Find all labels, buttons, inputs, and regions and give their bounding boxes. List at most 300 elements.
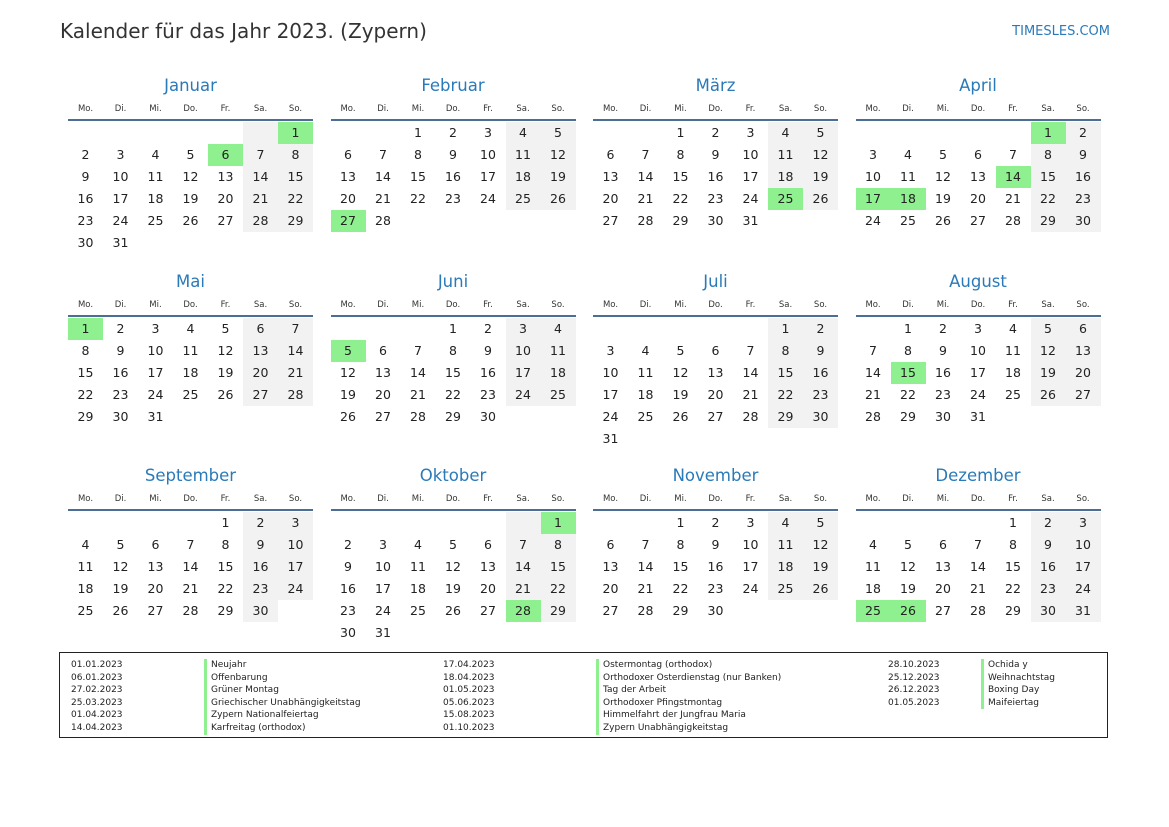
day-cell[interactable]: 10	[147, 343, 164, 358]
day-cell[interactable]: 12	[1031, 340, 1066, 362]
day-cell[interactable]: 5	[186, 147, 195, 162]
day-cell[interactable]: 17	[602, 387, 619, 402]
day-cell[interactable]: 18	[865, 581, 881, 596]
day-cell[interactable]: 7	[641, 147, 650, 162]
day-cell[interactable]: 10	[112, 169, 129, 184]
day-cell[interactable]: 12	[112, 559, 129, 574]
day-cell[interactable]: 5	[221, 321, 230, 336]
brand-link[interactable]: TIMESLES.COM	[1012, 24, 1110, 39]
day-cell[interactable]: 19	[803, 166, 838, 188]
day-cell[interactable]: 23	[340, 603, 356, 618]
day-cell[interactable]: 30	[1031, 600, 1066, 622]
day-cell[interactable]: 6	[606, 147, 615, 162]
day-cell[interactable]: 26	[217, 387, 234, 402]
day-cell[interactable]: 17	[278, 556, 313, 578]
day-cell[interactable]: 13	[375, 365, 391, 380]
day-cell[interactable]: 16	[707, 559, 724, 574]
day-cell[interactable]: 28	[637, 213, 654, 228]
day-cell[interactable]: 16	[1031, 556, 1066, 578]
day-cell[interactable]: 26	[541, 188, 576, 210]
day-cell[interactable]: 22	[672, 581, 689, 596]
day-cell[interactable]: 21	[182, 581, 199, 596]
day-cell[interactable]: 8	[449, 343, 457, 358]
day-cell[interactable]: 7	[414, 343, 422, 358]
day-cell[interactable]: 2	[344, 537, 352, 552]
day-cell[interactable]: 21	[410, 387, 426, 402]
day-cell[interactable]: 10	[742, 147, 759, 162]
day-cell[interactable]: 3	[606, 343, 615, 358]
day-cell[interactable]: 9	[1031, 534, 1066, 556]
day-cell[interactable]: 5	[449, 537, 457, 552]
day-cell[interactable]: 15	[1031, 166, 1066, 188]
day-cell[interactable]: 10	[865, 169, 881, 184]
day-cell[interactable]: 21	[243, 188, 278, 210]
day-cell[interactable]: 4	[414, 537, 422, 552]
day-cell[interactable]: 4	[506, 122, 541, 144]
day-cell[interactable]: 21	[970, 581, 986, 596]
day-cell[interactable]: 30	[935, 409, 951, 424]
day-cell[interactable]: 20	[1066, 362, 1101, 384]
day-cell[interactable]: 11	[506, 144, 541, 166]
day-cell[interactable]: 7	[379, 147, 387, 162]
day-cell[interactable]: 29	[672, 603, 689, 618]
day-cell[interactable]: 26	[182, 213, 199, 228]
day-cell[interactable]: 18	[506, 166, 541, 188]
day-cell[interactable]: 1	[1009, 515, 1017, 530]
day-cell[interactable]: 13	[480, 559, 496, 574]
day-cell[interactable]: 20	[147, 581, 164, 596]
day-cell[interactable]: 20	[707, 387, 724, 402]
day-cell[interactable]: 31	[602, 431, 619, 446]
day-cell[interactable]: 29	[1005, 603, 1021, 618]
day-cell[interactable]: 13	[1066, 340, 1101, 362]
day-cell[interactable]: 8	[904, 343, 912, 358]
day-cell[interactable]: 6	[344, 147, 352, 162]
day-cell[interactable]: 2	[449, 125, 457, 140]
day-cell[interactable]: 4	[151, 147, 160, 162]
day-cell[interactable]: 24	[278, 578, 313, 600]
day-cell[interactable]: 17	[742, 169, 759, 184]
day-cell[interactable]: 24	[742, 581, 759, 596]
day-cell[interactable]: 9	[449, 147, 457, 162]
day-cell[interactable]: 24	[480, 191, 496, 206]
day-cell[interactable]: 27	[707, 409, 724, 424]
day-cell[interactable]: 22	[1005, 581, 1021, 596]
day-cell[interactable]: 5	[803, 122, 838, 144]
day-cell[interactable]: 9	[711, 147, 720, 162]
day-cell[interactable]: 6	[1066, 318, 1101, 340]
day-cell[interactable]: 7	[1009, 147, 1017, 162]
day-cell[interactable]: 21	[278, 362, 313, 384]
day-cell[interactable]: 3	[506, 318, 541, 340]
day-cell[interactable]: 31	[742, 213, 759, 228]
day-cell[interactable]: 12	[217, 343, 234, 358]
day-cell[interactable]: 11	[768, 534, 803, 556]
day-cell[interactable]: 26	[340, 409, 356, 424]
day-cell[interactable]: 15	[217, 559, 234, 574]
day-cell[interactable]: 15	[410, 169, 426, 184]
day-cell[interactable]: 16	[340, 581, 356, 596]
day-cell[interactable]: 27	[375, 409, 391, 424]
day-cell[interactable]: 16	[1066, 166, 1101, 188]
day-cell[interactable]: 1	[449, 321, 457, 336]
day-cell[interactable]: 31	[112, 235, 129, 250]
day-cell[interactable]: 22	[278, 188, 313, 210]
day-cell[interactable]: 5	[803, 512, 838, 534]
day-cell[interactable]: 22	[900, 387, 916, 402]
day-cell[interactable]: 1	[676, 515, 685, 530]
day-cell[interactable]: 1	[768, 318, 803, 340]
day-cell[interactable]: 6	[208, 144, 243, 166]
day-cell[interactable]: 10	[480, 147, 496, 162]
day-cell[interactable]: 2	[1031, 512, 1066, 534]
day-cell[interactable]: 27	[935, 603, 951, 618]
day-cell[interactable]: 29	[445, 409, 461, 424]
day-cell[interactable]: 27	[147, 603, 164, 618]
day-cell[interactable]: 27	[602, 603, 619, 618]
day-cell[interactable]: 11	[865, 559, 881, 574]
day-cell[interactable]: 14	[506, 556, 541, 578]
day-cell[interactable]: 17	[112, 191, 129, 206]
day-cell[interactable]: 7	[974, 537, 982, 552]
day-cell[interactable]: 16	[707, 169, 724, 184]
day-cell[interactable]: 25	[768, 578, 803, 600]
day-cell[interactable]: 13	[243, 340, 278, 362]
day-cell[interactable]: 18	[541, 362, 576, 384]
day-cell[interactable]: 8	[1031, 144, 1066, 166]
day-cell[interactable]: 28	[182, 603, 199, 618]
day-cell[interactable]: 18	[768, 166, 803, 188]
day-cell[interactable]: 10	[602, 365, 619, 380]
day-cell[interactable]: 16	[935, 365, 951, 380]
day-cell[interactable]: 31	[970, 409, 986, 424]
day-cell[interactable]: 28	[1005, 213, 1021, 228]
day-cell[interactable]: 29	[768, 406, 803, 428]
day-cell[interactable]: 9	[803, 340, 838, 362]
day-cell[interactable]: 15	[672, 169, 689, 184]
day-cell[interactable]: 13	[935, 559, 951, 574]
day-cell[interactable]: 2	[711, 515, 720, 530]
day-cell[interactable]: 25	[856, 600, 891, 622]
day-cell[interactable]: 14	[865, 365, 881, 380]
day-cell[interactable]: 8	[221, 537, 230, 552]
day-cell[interactable]: 27	[243, 384, 278, 406]
day-cell[interactable]: 20	[243, 362, 278, 384]
day-cell[interactable]: 16	[77, 191, 94, 206]
day-cell[interactable]: 7	[746, 343, 755, 358]
day-cell[interactable]: 1	[68, 318, 103, 340]
day-cell[interactable]: 23	[1066, 188, 1101, 210]
day-cell[interactable]: 19	[182, 191, 199, 206]
day-cell[interactable]: 14	[182, 559, 199, 574]
day-cell[interactable]: 21	[375, 191, 391, 206]
day-cell[interactable]: 3	[484, 125, 492, 140]
day-cell[interactable]: 1	[278, 122, 313, 144]
day-cell[interactable]: 6	[711, 343, 720, 358]
day-cell[interactable]: 24	[147, 387, 164, 402]
day-cell[interactable]: 12	[340, 365, 356, 380]
day-cell[interactable]: 28	[742, 409, 759, 424]
day-cell[interactable]: 17	[480, 169, 496, 184]
day-cell[interactable]: 26	[891, 600, 926, 622]
day-cell[interactable]: 7	[278, 318, 313, 340]
day-cell[interactable]: 4	[768, 512, 803, 534]
day-cell[interactable]: 13	[602, 559, 619, 574]
day-cell[interactable]: 25	[541, 384, 576, 406]
day-cell[interactable]: 23	[445, 191, 461, 206]
day-cell[interactable]: 8	[676, 147, 685, 162]
day-cell[interactable]: 25	[182, 387, 199, 402]
day-cell[interactable]: 24	[112, 213, 129, 228]
day-cell[interactable]: 22	[410, 191, 426, 206]
day-cell[interactable]: 1	[676, 125, 685, 140]
day-cell[interactable]: 2	[939, 321, 947, 336]
day-cell[interactable]: 29	[1031, 210, 1066, 232]
day-cell[interactable]: 19	[672, 387, 689, 402]
day-cell[interactable]: 3	[746, 515, 755, 530]
day-cell[interactable]: 19	[1031, 362, 1066, 384]
day-cell[interactable]: 8	[541, 534, 576, 556]
day-cell[interactable]: 16	[445, 169, 461, 184]
day-cell[interactable]: 29	[900, 409, 916, 424]
day-cell[interactable]: 12	[803, 534, 838, 556]
day-cell[interactable]: 1	[904, 321, 912, 336]
day-cell[interactable]: 3	[974, 321, 982, 336]
day-cell[interactable]: 20	[602, 191, 619, 206]
day-cell[interactable]: 15	[278, 166, 313, 188]
day-cell[interactable]: 30	[707, 603, 724, 618]
day-cell[interactable]: 2	[243, 512, 278, 534]
day-cell[interactable]: 11	[1005, 343, 1021, 358]
day-cell[interactable]: 11	[637, 365, 654, 380]
day-cell[interactable]: 21	[506, 578, 541, 600]
day-cell[interactable]: 10	[506, 340, 541, 362]
day-cell[interactable]: 12	[803, 144, 838, 166]
day-cell[interactable]: 28	[637, 603, 654, 618]
day-cell[interactable]: 4	[904, 147, 912, 162]
day-cell[interactable]: 13	[970, 169, 986, 184]
day-cell[interactable]: 23	[1031, 578, 1066, 600]
day-cell[interactable]: 17	[856, 188, 891, 210]
day-cell[interactable]: 5	[1031, 318, 1066, 340]
day-cell[interactable]: 23	[803, 384, 838, 406]
day-cell[interactable]: 1	[221, 515, 230, 530]
day-cell[interactable]: 10	[375, 559, 391, 574]
day-cell[interactable]: 5	[904, 537, 912, 552]
day-cell[interactable]: 25	[506, 188, 541, 210]
day-cell[interactable]: 27	[480, 603, 496, 618]
day-cell[interactable]: 6	[243, 318, 278, 340]
day-cell[interactable]: 29	[672, 213, 689, 228]
day-cell[interactable]: 27	[970, 213, 986, 228]
day-cell[interactable]: 7	[641, 537, 650, 552]
day-cell[interactable]: 29	[77, 409, 94, 424]
day-cell[interactable]: 1	[414, 125, 422, 140]
day-cell[interactable]: 4	[186, 321, 195, 336]
day-cell[interactable]: 19	[217, 365, 234, 380]
day-cell[interactable]: 19	[445, 581, 461, 596]
day-cell[interactable]: 8	[1009, 537, 1017, 552]
day-cell[interactable]: 14	[637, 559, 654, 574]
day-cell[interactable]: 28	[278, 384, 313, 406]
day-cell[interactable]: 4	[81, 537, 90, 552]
day-cell[interactable]: 12	[672, 365, 689, 380]
day-cell[interactable]: 30	[243, 600, 278, 622]
day-cell[interactable]: 26	[935, 213, 951, 228]
day-cell[interactable]: 18	[147, 191, 164, 206]
day-cell[interactable]: 5	[939, 147, 947, 162]
day-cell[interactable]: 24	[506, 384, 541, 406]
day-cell[interactable]: 25	[1005, 387, 1021, 402]
day-cell[interactable]: 23	[112, 387, 129, 402]
day-cell[interactable]: 8	[81, 343, 90, 358]
day-cell[interactable]: 9	[81, 169, 90, 184]
day-cell[interactable]: 9	[243, 534, 278, 556]
day-cell[interactable]: 30	[112, 409, 129, 424]
day-cell[interactable]: 14	[996, 166, 1031, 188]
day-cell[interactable]: 28	[375, 213, 391, 228]
day-cell[interactable]: 30	[1066, 210, 1101, 232]
day-cell[interactable]: 5	[541, 122, 576, 144]
day-cell[interactable]: 22	[541, 578, 576, 600]
day-cell[interactable]: 18	[410, 581, 426, 596]
day-cell[interactable]: 14	[278, 340, 313, 362]
day-cell[interactable]: 20	[375, 387, 391, 402]
day-cell[interactable]: 12	[445, 559, 461, 574]
day-cell[interactable]: 24	[865, 213, 881, 228]
day-cell[interactable]: 10	[1066, 534, 1101, 556]
day-cell[interactable]: 16	[243, 556, 278, 578]
day-cell[interactable]: 25	[768, 188, 803, 210]
day-cell[interactable]: 14	[243, 166, 278, 188]
day-cell[interactable]: 16	[112, 365, 129, 380]
day-cell[interactable]: 11	[541, 340, 576, 362]
day-cell[interactable]: 13	[602, 169, 619, 184]
day-cell[interactable]: 20	[935, 581, 951, 596]
day-cell[interactable]: 20	[480, 581, 496, 596]
day-cell[interactable]: 5	[676, 343, 685, 358]
day-cell[interactable]: 25	[900, 213, 916, 228]
day-cell[interactable]: 12	[182, 169, 199, 184]
day-cell[interactable]: 23	[707, 581, 724, 596]
day-cell[interactable]: 18	[768, 556, 803, 578]
day-cell[interactable]: 18	[637, 387, 654, 402]
day-cell[interactable]: 1	[541, 512, 576, 534]
day-cell[interactable]: 19	[340, 387, 356, 402]
day-cell[interactable]: 21	[742, 387, 759, 402]
day-cell[interactable]: 19	[803, 556, 838, 578]
day-cell[interactable]: 4	[768, 122, 803, 144]
day-cell[interactable]: 4	[541, 318, 576, 340]
day-cell[interactable]: 4	[641, 343, 650, 358]
day-cell[interactable]: 22	[217, 581, 234, 596]
day-cell[interactable]: 13	[147, 559, 164, 574]
day-cell[interactable]: 11	[900, 169, 916, 184]
day-cell[interactable]: 21	[865, 387, 881, 402]
day-cell[interactable]: 27	[331, 210, 366, 232]
day-cell[interactable]: 12	[900, 559, 916, 574]
day-cell[interactable]: 7	[869, 343, 877, 358]
day-cell[interactable]: 3	[869, 147, 877, 162]
day-cell[interactable]: 25	[410, 603, 426, 618]
day-cell[interactable]: 31	[375, 625, 391, 640]
day-cell[interactable]: 23	[480, 387, 496, 402]
day-cell[interactable]: 26	[112, 603, 129, 618]
day-cell[interactable]: 17	[506, 362, 541, 384]
day-cell[interactable]: 2	[1066, 122, 1101, 144]
day-cell[interactable]: 18	[77, 581, 94, 596]
day-cell[interactable]: 22	[445, 387, 461, 402]
day-cell[interactable]: 12	[541, 144, 576, 166]
day-cell[interactable]: 31	[1066, 600, 1101, 622]
day-cell[interactable]: 2	[81, 147, 90, 162]
day-cell[interactable]: 28	[970, 603, 986, 618]
day-cell[interactable]: 7	[506, 534, 541, 556]
day-cell[interactable]: 21	[1005, 191, 1021, 206]
day-cell[interactable]: 24	[1066, 578, 1101, 600]
day-cell[interactable]: 9	[939, 343, 947, 358]
day-cell[interactable]: 15	[672, 559, 689, 574]
day-cell[interactable]: 25	[637, 409, 654, 424]
day-cell[interactable]: 2	[803, 318, 838, 340]
day-cell[interactable]: 21	[637, 581, 654, 596]
day-cell[interactable]: 29	[278, 210, 313, 232]
day-cell[interactable]: 1	[1031, 122, 1066, 144]
day-cell[interactable]: 23	[935, 387, 951, 402]
day-cell[interactable]: 19	[541, 166, 576, 188]
day-cell[interactable]: 20	[340, 191, 356, 206]
day-cell[interactable]: 21	[637, 191, 654, 206]
day-cell[interactable]: 12	[935, 169, 951, 184]
day-cell[interactable]: 22	[768, 384, 803, 406]
day-cell[interactable]: 9	[484, 343, 492, 358]
day-cell[interactable]: 31	[147, 409, 164, 424]
day-cell[interactable]: 25	[147, 213, 164, 228]
day-cell[interactable]: 24	[970, 387, 986, 402]
day-cell[interactable]: 3	[116, 147, 125, 162]
day-cell[interactable]: 17	[147, 365, 164, 380]
day-cell[interactable]: 28	[865, 409, 881, 424]
day-cell[interactable]: 28	[243, 210, 278, 232]
day-cell[interactable]: 16	[803, 362, 838, 384]
day-cell[interactable]: 6	[151, 537, 160, 552]
day-cell[interactable]: 3	[278, 512, 313, 534]
day-cell[interactable]: 26	[672, 409, 689, 424]
day-cell[interactable]: 10	[742, 537, 759, 552]
day-cell[interactable]: 26	[445, 603, 461, 618]
day-cell[interactable]: 15	[1005, 559, 1021, 574]
day-cell[interactable]: 22	[77, 387, 94, 402]
day-cell[interactable]: 14	[375, 169, 391, 184]
day-cell[interactable]: 5	[331, 340, 366, 362]
day-cell[interactable]: 15	[891, 362, 926, 384]
day-cell[interactable]: 20	[602, 581, 619, 596]
day-cell[interactable]: 28	[506, 600, 541, 622]
day-cell[interactable]: 17	[375, 581, 391, 596]
day-cell[interactable]: 6	[606, 537, 615, 552]
day-cell[interactable]: 10	[970, 343, 986, 358]
day-cell[interactable]: 23	[243, 578, 278, 600]
day-cell[interactable]: 25	[77, 603, 94, 618]
day-cell[interactable]: 27	[217, 213, 234, 228]
day-cell[interactable]: 5	[116, 537, 125, 552]
day-cell[interactable]: 14	[970, 559, 986, 574]
day-cell[interactable]: 6	[379, 343, 387, 358]
day-cell[interactable]: 30	[707, 213, 724, 228]
day-cell[interactable]: 18	[182, 365, 199, 380]
day-cell[interactable]: 29	[541, 600, 576, 622]
day-cell[interactable]: 24	[602, 409, 619, 424]
